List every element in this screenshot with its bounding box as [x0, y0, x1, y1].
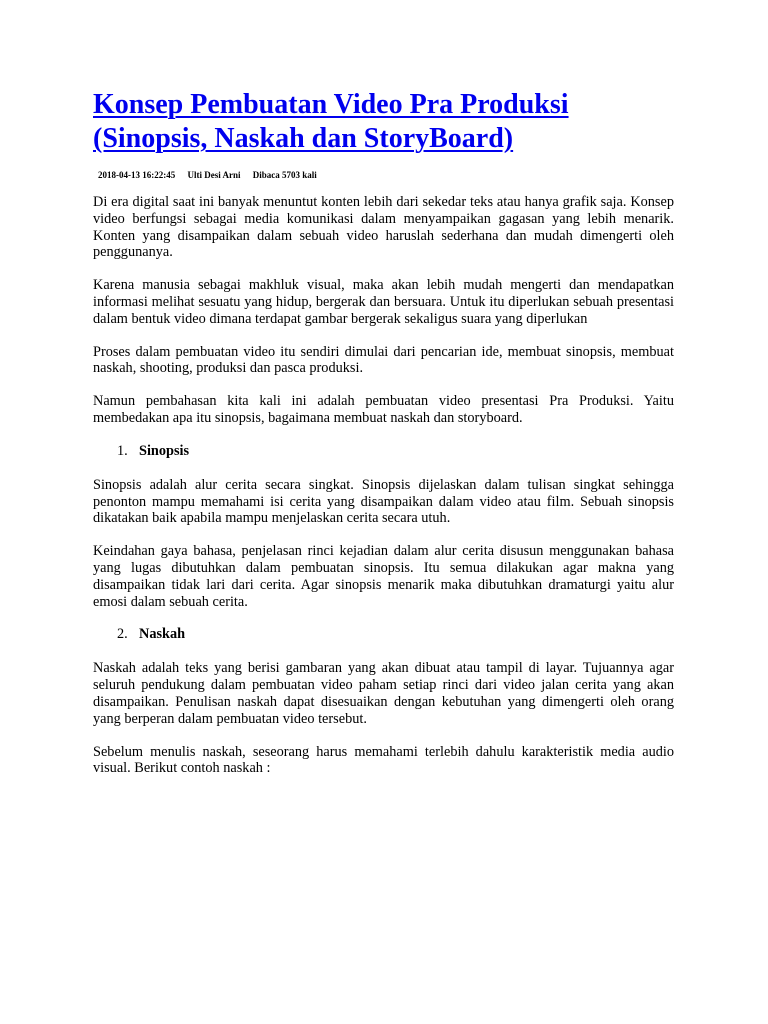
article-title-link[interactable]	[93, 89, 569, 154]
title-line-1: Konsep Pembuatan Video Pra Produksi	[93, 89, 569, 120]
section-number: 1.	[117, 442, 128, 459]
section-label: Naskah	[139, 626, 186, 643]
section-heading-sinopsis	[93, 443, 674, 460]
section-label: Sinopsis	[139, 442, 190, 459]
article-views: Dibaca 5703 kali	[252, 170, 317, 180]
intro-paragraph-3: Proses dalam pembuatan video itu sendiri dimulai dari pencarian ide, membuat sinopsis, membuat naskah, shooting, produksi dan pasca produksi.	[93, 343, 674, 377]
article	[93, 88, 674, 793]
title-line-2: (Sinopsis, Naskah dan StoryBoard)	[93, 123, 514, 154]
intro-paragraph-2: Karena manusia sebagai makhluk visual, maka akan lebih mudah mengerti dan mendapatkan informasi melihat sesuatu yang hidup, bergerak dan bersuara. Untuk itu diperlukan sebuah presentasi dalam bentuk video dimana terdapat gambar bergerak sekaligus suara yang diperlukan	[93, 277, 674, 327]
intro-paragraph-1: Di era digital saat ini banyak menuntut konten lebih dari sekedar teks atau hanya grafik saja. Konsep video berfungsi sebagai media komunikasi dalam menyampaikan gagasan yang lebih menarik. Konten yang disampaikan dalam sebuah video haruslah sederhana dan mudah dimengerti oleh penggunanya.	[93, 194, 674, 261]
section-heading-naskah	[93, 626, 674, 643]
sinopsis-paragraph-2: Keindahan gaya bahasa, penjelasan rinci kejadian dalam alur cerita disusun menggunakan bahasa yang lugas dibutuhkan dalam pembuatan sinopsis. Itu semua dilakukan agar makna yang disampaikan tidak lari dari cerita. Agar sinopsis menarik maka dibutuhkan dramaturgi yaitu alur emosi dalam sebuah cerita.	[93, 543, 674, 610]
article-body	[93, 194, 674, 777]
article-meta	[98, 169, 674, 181]
article-date: 2018-04-13 16:22:45	[98, 170, 176, 180]
section-number: 2.	[117, 626, 128, 643]
naskah-paragraph-1: Naskah adalah teks yang berisi gambaran yang akan dibuat atau tampil di layar. Tujuannya agar seluruh pendukung dalam pembuatan video paham setiap rinci dari video jalan cerita yang akan disampaikan. Penulisan naskah dapat disesuaikan dengan kebutuhan yang dimengerti oleh orang yang berperan dalam pembuatan video tersebut.	[93, 660, 674, 727]
article-title	[93, 88, 674, 156]
intro-paragraph-4: Namun pembahasan kita kali ini adalah pembuatan video presentasi Pra Produksi. Yaitu membedakan apa itu sinopsis, bagaimana membuat naskah dan storyboard.	[93, 393, 674, 426]
article-author: Ulti Desi Arni	[187, 170, 241, 180]
sinopsis-paragraph-1: Sinopsis adalah alur cerita secara singkat. Sinopsis dijelaskan dalam tulisan singkat sehingga penonton mampu memahami isi cerita yang disampaikan dalam video atau film. Sebuah sinopsis dikatakan baik apabila mampu menjelaskan cerita secara utuh.	[93, 476, 674, 527]
naskah-paragraph-2: Sebelum menulis naskah, seseorang harus memahami terlebih dahulu karakteristik media audio visual. Berikut contoh naskah :	[93, 743, 674, 777]
